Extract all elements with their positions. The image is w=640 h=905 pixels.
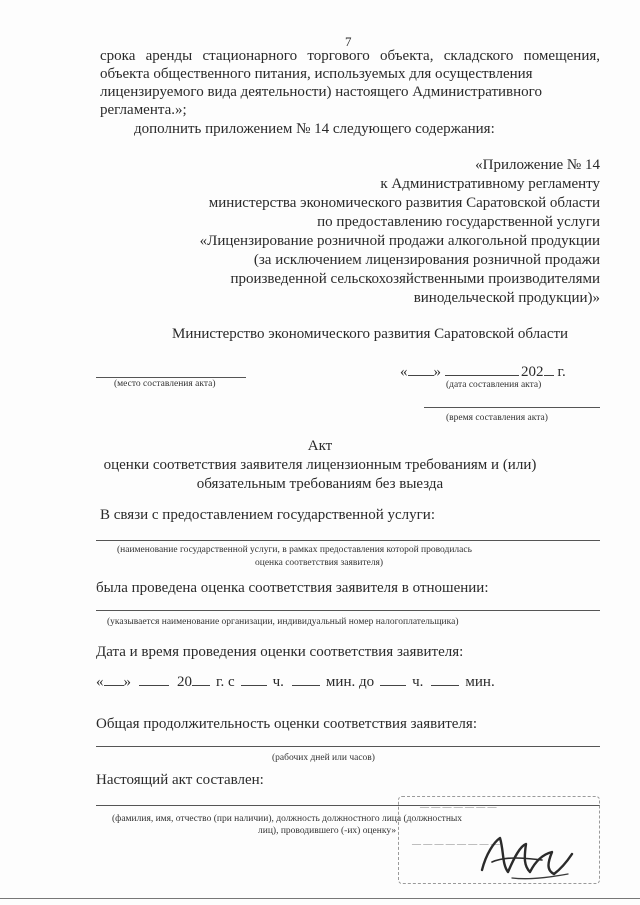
dt-year-blank — [192, 673, 210, 686]
date-year-blank — [544, 363, 554, 376]
act-title-line: Акт — [307, 438, 333, 454]
appendix-line: к Административному регламенту — [380, 176, 600, 192]
signature — [472, 818, 582, 888]
assessment-label: была проведена оценка соответствия заявителя в отношении: — [96, 580, 489, 596]
ministry-name: Министерство экономического развития Саратовской области — [172, 326, 569, 342]
service-line — [96, 540, 600, 541]
act-title — [60, 437, 580, 494]
page-number: 7 — [345, 34, 352, 49]
date-day-blank — [408, 363, 434, 376]
datetime-fields — [96, 673, 495, 691]
assessment-line — [96, 610, 600, 611]
intro-line-2: объекта общественного питания, используемых для осуществления — [100, 66, 533, 82]
date-field — [400, 363, 566, 381]
intro-line-3: лицензируемого вида деятельности) настоящего Административного — [100, 84, 542, 100]
dt-min1-unit: мин. до — [325, 674, 375, 690]
time-line — [424, 407, 600, 408]
datetime-label: Дата и время проведения оценки соответствия заявителя: — [96, 644, 464, 660]
dt-hour2-blank — [380, 673, 406, 686]
duration-label: Общая продолжительность оценки соответствия заявителя: — [96, 716, 477, 732]
act-title-line: оценки соответствия заявителя лицензионным требованиям и (или) — [103, 457, 537, 473]
intro-line-1: срока аренды стационарного торгового объекта, складского помещения, — [100, 48, 600, 64]
stamp-text-2: — — — — — — — — — [412, 839, 500, 849]
act-title-line: обязательным требованиям без выезда — [196, 476, 444, 492]
appendix-line: министерства экономического развития Саратовской области — [208, 195, 600, 211]
dt-quote-open: « — [96, 674, 104, 690]
dt-min1-blank — [292, 673, 320, 686]
appendix-line: «Приложение № 14 — [475, 157, 600, 173]
dt-hour2-unit: ч. — [412, 674, 424, 690]
appendix-header — [200, 156, 600, 308]
duration-line — [96, 746, 600, 747]
place-line — [96, 377, 246, 378]
dt-hour1-blank — [241, 673, 267, 686]
place-caption: (место составления акта) — [114, 379, 216, 389]
appendix-line: по предоставлению государственной услуги — [317, 214, 600, 230]
intro-line-4: регламента.»; — [100, 102, 187, 118]
date-caption: (дата составления акта) — [446, 380, 542, 390]
dt-day-blank — [104, 673, 124, 686]
appendix-line: «Лицензирование розничной продажи алкогольной продукции — [199, 233, 600, 249]
date-month-blank — [445, 363, 519, 376]
date-year-prefix: 202 — [521, 364, 544, 380]
stamp-text-1: — — — — — — — — [420, 802, 497, 812]
dt-min2-unit: мин. — [465, 674, 495, 690]
duration-caption: (рабочих дней или часов) — [272, 753, 375, 763]
dt-quote-close: » — [123, 674, 131, 690]
appendix-line: (за исключением лицензирования розничной продажи — [253, 252, 600, 268]
date-quote-open: « — [400, 364, 408, 380]
date-quote-close: » — [433, 364, 441, 380]
dt-hour1-unit: ч. — [272, 674, 284, 690]
supplement-line: дополнить приложением № 14 следующего содержания: — [134, 121, 495, 137]
service-caption-2: оценка соответствия заявителя) — [255, 558, 384, 568]
time-caption: (время составления акта) — [446, 413, 548, 423]
assessment-caption: (указывается наименование организации, индивидуальный номер налогоплательщика) — [107, 617, 459, 627]
service-label: В связи с предоставлением государственной услуги: — [100, 507, 435, 523]
appendix-line: произведенной сельскохозяйственными производителями — [230, 271, 600, 287]
dt-min2-blank — [431, 673, 459, 686]
compiled-label: Настоящий акт составлен: — [96, 772, 264, 788]
dt-month-blank — [139, 673, 169, 686]
compiled-caption-1: (фамилия, имя, отчество (при наличии), должность должностного лица (должностных — [112, 814, 463, 824]
service-caption-1: (наименование государственной услуги, в рамках предоставления которой проводилась — [117, 545, 472, 555]
appendix-line: винодельческой продукции)» — [413, 290, 600, 306]
dt-year: 20 — [177, 674, 192, 690]
dt-year-suffix: г. с — [216, 674, 235, 690]
page-bottom-rule — [0, 898, 640, 899]
date-year-suffix: г. — [557, 364, 566, 380]
compiled-caption-2: лиц), проводившего (-их) оценку» — [258, 826, 397, 836]
